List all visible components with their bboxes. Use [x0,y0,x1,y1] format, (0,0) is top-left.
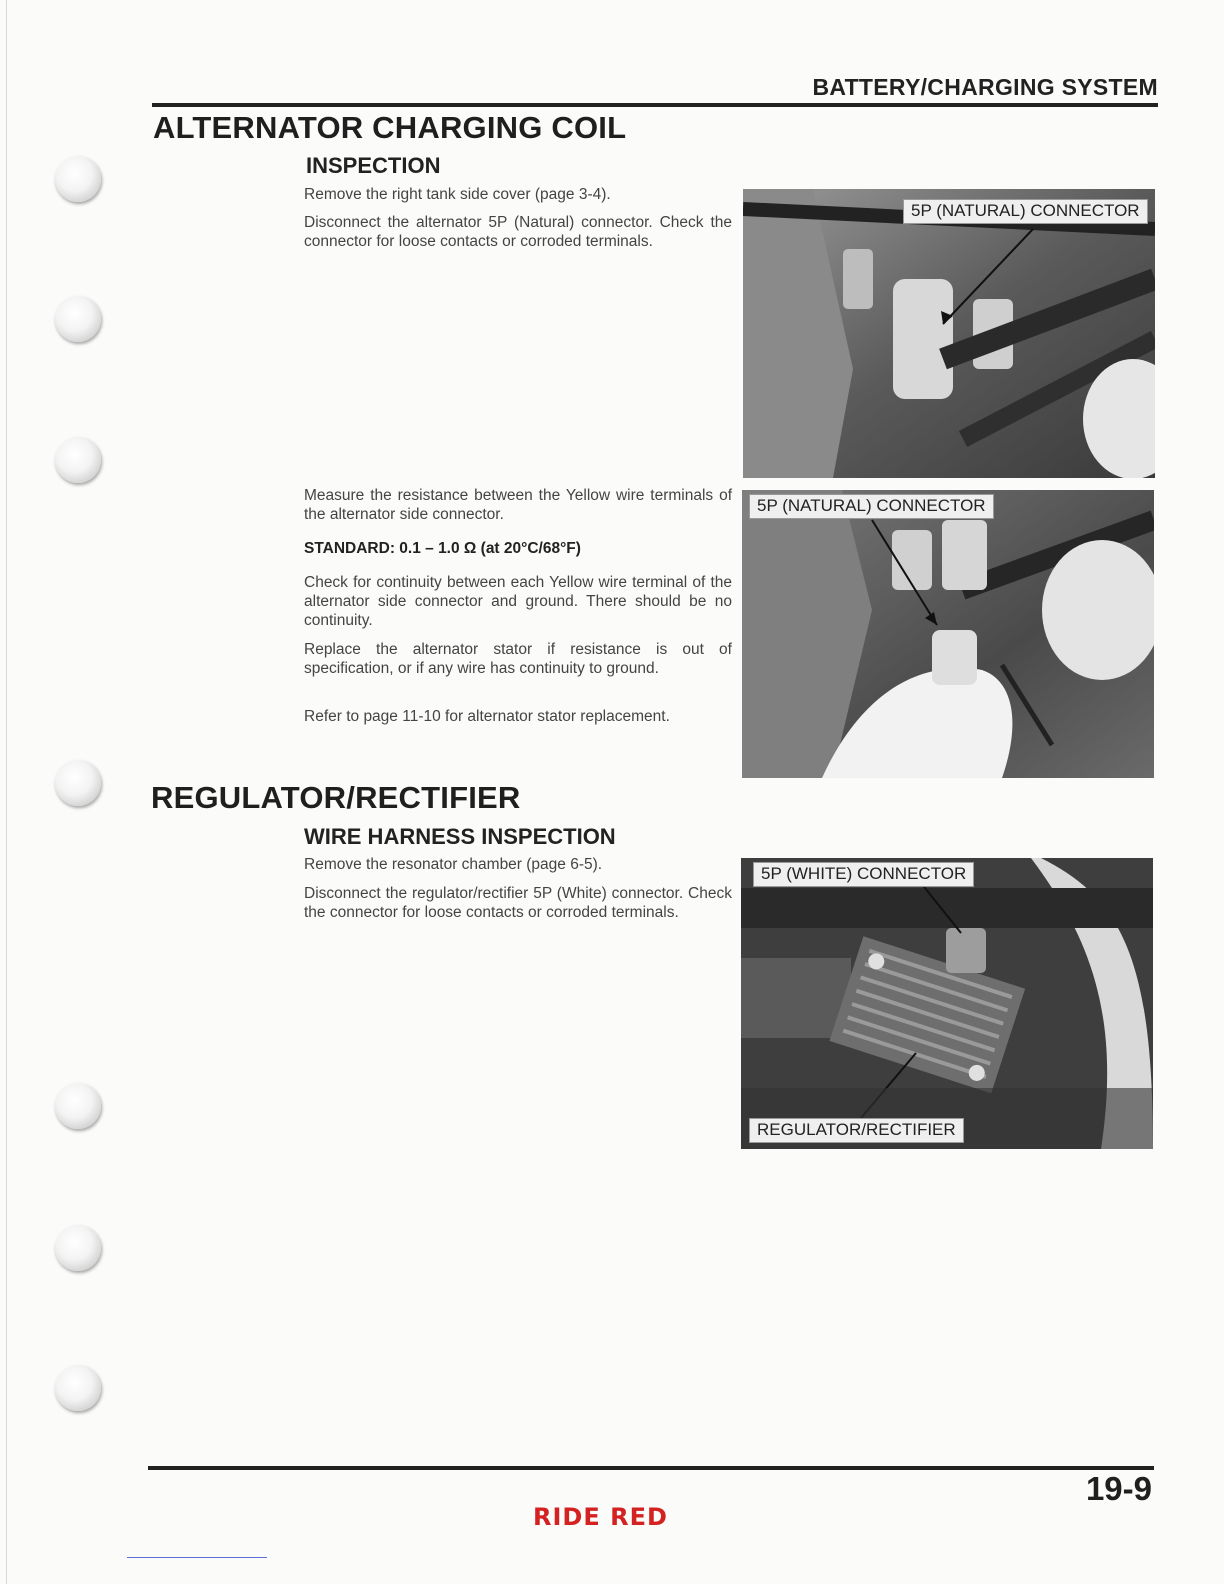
alternator-step-1: Remove the right tank side cover (page 3-4). [304,186,611,203]
alternator-title: ALTERNATOR CHARGING COIL [153,110,627,145]
binder-hole-3 [55,437,101,483]
photo-regulator-rectifier [741,858,1153,1149]
photo-3-label-regulator: REGULATOR/RECTIFIER [749,1118,964,1143]
wire-harness-heading: WIRE HARNESS INSPECTION [304,824,616,849]
header-rule [152,103,1158,107]
alternator-step-2: Disconnect the alternator 5P (Natural) connector. Check the connector for loose contacts or corroded terminals. [304,214,732,250]
page-number: 19-9 [1085,1470,1152,1507]
resistance-standard: STANDARD: 0.1 – 1.0 Ω (at 20°C/68°F) [304,540,581,557]
photo-natural-connector-2 [742,490,1154,778]
regulator-step-1: Remove the resonator chamber (page 6-5). [304,856,603,873]
page-edge [6,0,7,1584]
binder-hole-2 [55,296,101,342]
regulator-title: REGULATOR/RECTIFIER [151,780,521,815]
footer-link-underline [127,1557,267,1558]
footer-rule [148,1466,1154,1470]
photo-1-image [743,189,1155,478]
photo-3-image [741,858,1153,1149]
alternator-step-3: Measure the resistance between the Yellow wire terminals of the alternator side connector. [304,487,732,523]
ride-red-logo: RIDE RED [533,1503,668,1531]
photo-1-label: 5P (NATURAL) CONNECTOR [903,199,1148,224]
photo-2-image [742,490,1154,778]
binder-hole-4 [55,760,101,806]
inspection-heading: INSPECTION [306,153,441,178]
regulator-step-2: Disconnect the regulator/rectifier 5P (White) connector. Check the connector for loose contacts or corroded terminals. [304,885,732,921]
photo-2-label: 5P (NATURAL) CONNECTOR [749,494,994,519]
binder-hole-7 [55,1365,101,1411]
photo-natural-connector-1 [743,189,1155,478]
section-header: BATTERY/CHARGING SYSTEM [812,74,1158,100]
alternator-step-6: Refer to page 11-10 for alternator stator replacement. [304,708,670,725]
binder-hole-1 [55,156,101,202]
binder-hole-5 [55,1083,101,1129]
binder-hole-6 [55,1225,101,1271]
alternator-step-4: Check for continuity between each Yellow wire terminal of the alternator side connector and ground. There should be no continuity. [304,574,732,629]
photo-3-label-connector: 5P (WHITE) CONNECTOR [753,862,974,887]
alternator-step-5: Replace the alternator stator if resistance is out of specification, or if any wire has continuity to ground. [304,641,732,677]
